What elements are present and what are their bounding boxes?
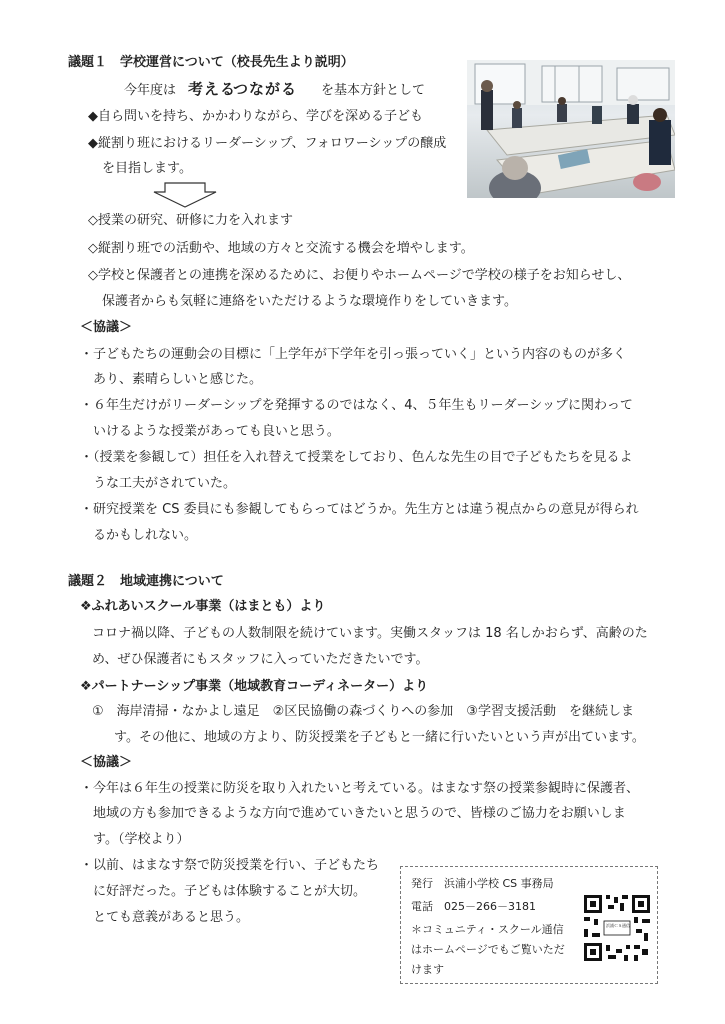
sub2-title: ❖パートナーシップ事業（地域教育コーディネーター）より <box>80 679 429 694</box>
policy-word-tsunagaru: つながる <box>233 80 298 98</box>
meeting-photo <box>467 60 675 198</box>
sub1-title: ❖ふれあいスクール事業（はまとも）より <box>80 599 326 614</box>
publisher: 発行 浜浦小学校 CS 事務局 <box>411 877 554 890</box>
discussion-line: とても意義があると思う。 <box>93 910 250 925</box>
discussion-line: あり、素晴らしいと感じた。 <box>93 372 263 387</box>
discussion-line: ・今年は６年生の授業に防災を取り入れたいと考えている。はまなす祭の授業参観時に保護者、 <box>80 781 640 796</box>
sub1-text: コロナ禍以降、子どもの人数制限を続けています。実働スタッフは 18 名しかおらず、高齢のた <box>92 626 648 641</box>
policy-prefix: 今年度は <box>124 83 177 98</box>
sub1-text: め、ぜひ保護者にもスタッフに入っていただきたいです。 <box>92 652 429 667</box>
discussion-line: ・以前、はまなす祭で防災授業を行い、子どもたち <box>80 858 380 873</box>
down-arrow-icon <box>152 182 218 208</box>
phone: 電話 025－266－3181 <box>411 900 536 913</box>
goals-tail: を目指します。 <box>102 161 192 176</box>
policy-word-kangaeru: 考える <box>188 80 237 98</box>
discussion-line: す。（学校より） <box>93 832 190 847</box>
discussion-line: 地域の方も参加できるような方向で進めていきたいと思うので、皆様のご協力をお願いしま <box>93 806 626 821</box>
discussion-line: ・研究授業を CS 委員にも参観してもらってはどうか。先生方とは違う視点からの意見が得られ <box>80 502 639 517</box>
agenda1-title: 議題１ 学校運営について（校長先生より説明） <box>68 55 354 70</box>
discussion-line: るかもしれない。 <box>93 528 198 543</box>
discussion-line: に好評だった。子どもは体験することが大切。 <box>93 884 367 899</box>
action-item: ◇縦割り班での活動や、地域の方々と交流する機会を増やします。 <box>88 241 474 256</box>
discussion-heading: ＜協議＞ <box>80 320 133 335</box>
action-item: ◇学校と保護者との連携を深めるために、お便りやホームページで学校の様子をお知らせし、 <box>88 268 631 283</box>
homepage-note: けます <box>411 963 444 976</box>
goal-item: ◆自ら問いを持ち、かかわりながら、学びを深める子ども <box>88 109 423 124</box>
action-item-continued: 保護者からも気軽に連絡をいただけるような環境作りをしていきます。 <box>102 294 517 309</box>
sub2-text: ① 海岸清掃・なかよし遠足 ②区民協働の森づくりへの参加 ③学習支援活動 を継続しま <box>92 704 634 719</box>
homepage-note: はホームページでもご覧いただ <box>411 943 565 956</box>
homepage-note: ＊コミュニティ・スクール通信 <box>411 923 564 936</box>
discussion-line: ・子どもたちの運動会の目標に「上学年が下学年を引っ張っていく」という内容のものが多く <box>80 347 627 362</box>
sub2-text: す。その他に、地域の方より、防災授業を子どもと一緒に行いたいという声が出ています。 <box>114 730 645 745</box>
goal-item: ◆縦割り班におけるリーダーシップ、フォロワーシップの醸成 <box>88 136 447 151</box>
agenda2-title: 議題２ 地域連携について <box>68 574 224 589</box>
discussion-line: いけるような授業があっても良いと思う。 <box>93 424 340 439</box>
qr-caption: 浜浦ＣＳ通信 <box>606 923 630 928</box>
publisher-box <box>400 866 658 984</box>
discussion-heading: ＜協議＞ <box>80 755 133 770</box>
policy-suffix: を基本方針として <box>321 83 426 98</box>
action-item: ◇授業の研究、研修に力を入れます <box>88 213 293 228</box>
discussion-line: ・（授業を参観して）担任を入れ替えて授業をしており、色んな先生の目で子どもたちを見るよ <box>80 450 633 465</box>
discussion-line: うな工夫がされていた。 <box>93 476 237 491</box>
discussion-line: ・６年生だけがリーダーシップを発揮するのではなく、4、５年生もリーダーシップに関わって <box>80 398 633 413</box>
